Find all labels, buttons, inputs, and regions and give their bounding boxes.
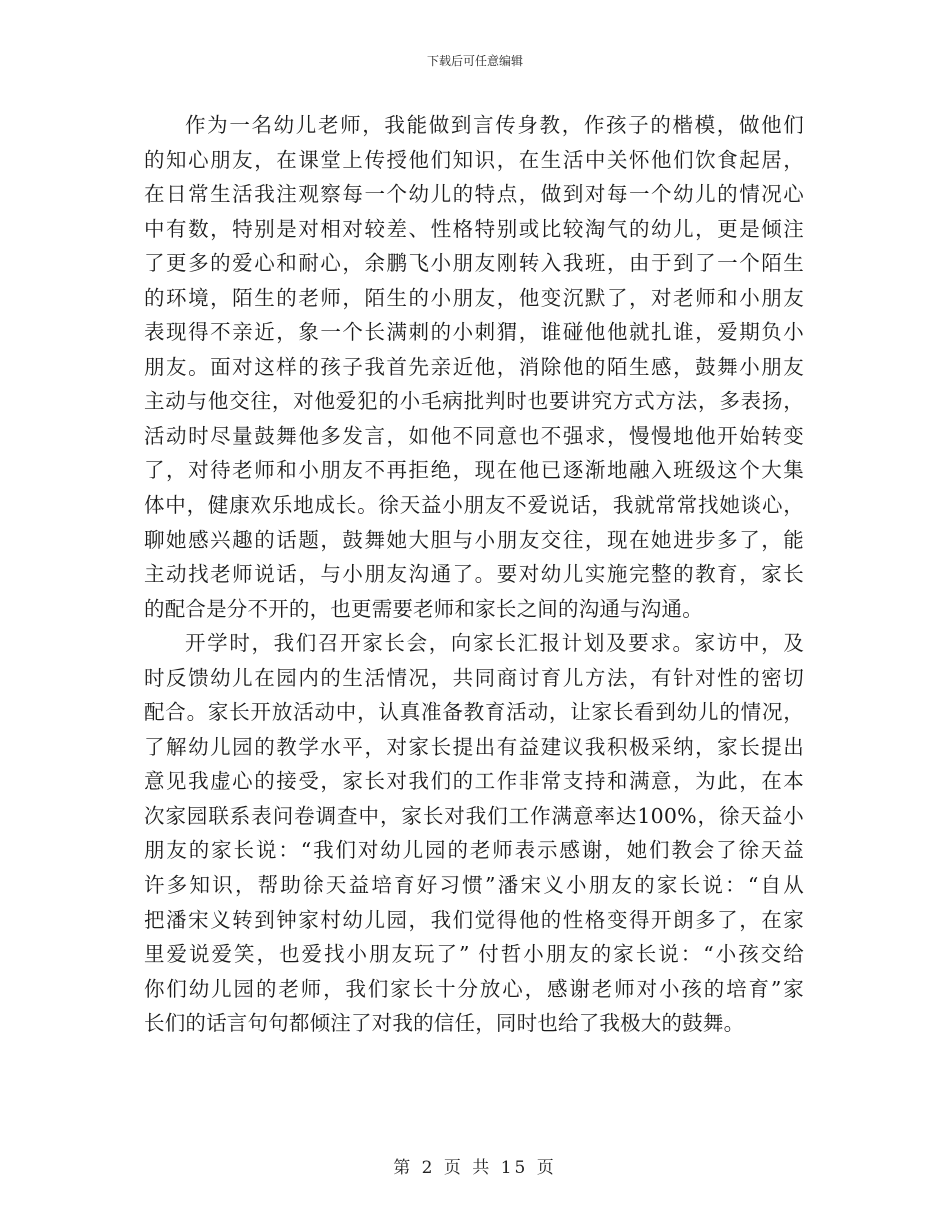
- text-line: 朋友。面对这样的孩子我首先亲近他，消除他的陌生感，鼓舞小朋友: [144, 354, 804, 379]
- text-line: 时反馈幼儿在园内的生活情况，共同商讨育儿方法，有针对性的密切: [144, 665, 804, 690]
- text-line: 中有数，特别是对相对较差、性格特别或比较淘气的幼儿，更是倾注: [144, 216, 804, 241]
- text-line: 次家园联系表问卷调查中，家长对我们工作满意率达100%，徐天益小: [144, 803, 804, 828]
- text-line: 了解幼儿园的教学水平，对家长提出有益建议我积极采纳，家长提出: [144, 734, 804, 759]
- text-line: 作为一名幼儿老师，我能做到言传身教，作孩子的楷模，做他们: [185, 113, 804, 137]
- text-line: 的知心朋友，在课堂上传授他们知识，在生活中关怀他们饮食起居，: [144, 147, 804, 172]
- page-footer: 第 2 页 共 15 页: [393, 1158, 557, 1178]
- text-line: 配合。家长开放活动中，认真准备教育活动，让家长看到幼儿的情况，: [144, 700, 804, 725]
- text-line: 活动时尽量鼓舞他多发言，如他不同意也不强求，慢慢地他开始转变: [144, 423, 804, 448]
- text-line: 意见我虚心的接受，家长对我们的工作非常支持和满意，为此，在本: [144, 769, 804, 794]
- text-line: 体中，健康欢乐地成长。徐天益小朋友不爱说话，我就常常找她谈心，: [144, 493, 804, 518]
- text-line: 你们幼儿园的老师，我们家长十分放心，感谢老师对小孩的培育”家: [144, 976, 804, 1001]
- page-header: 下载后可任意编辑: [426, 54, 523, 68]
- text-line: 主动找老师说话，与小朋友沟通了。要对幼儿实施完整的教育，家长: [144, 562, 804, 587]
- text-line: 朋友的家长说：“我们对幼儿园的老师表示感谢，她们教会了徐天益: [144, 838, 804, 863]
- text-line: 里爱说爱笑，也爱找小朋友玩了” 付哲小朋友的家长说：“小孩交给: [144, 942, 804, 967]
- text-line: 了更多的爱心和耐心，余鹏飞小朋友刚转入我班，由于到了一个陌生: [144, 251, 804, 276]
- text-line: 的配合是分不开的，也更需要老师和家长之间的沟通与沟通。: [144, 596, 703, 621]
- paragraph-1: [144, 108, 804, 626]
- text-line: 聊她感兴趣的话题，鼓舞她大胆与小朋友交往，现在她进步多了，能: [144, 527, 804, 552]
- text-line: 在日常生活我注观察每一个幼儿的特点，做到对每一个幼儿的情况心: [144, 182, 804, 207]
- text-line: 长们的话言句句都倾注了对我的信任，同时也给了我极大的鼓舞。: [144, 1011, 745, 1036]
- text-line: 了，对待老师和小朋友不再拒绝，现在他已逐渐地融入班级这个大集: [144, 458, 804, 483]
- text-line: 的环境，陌生的老师，陌生的小朋友，他变沉默了，对老师和小朋友: [144, 285, 804, 310]
- paragraph-2: [144, 626, 804, 1041]
- text-line: 开学时，我们召开家长会，向家长汇报计划及要求。家访中，及: [185, 631, 804, 656]
- text-line: 许多知识，帮助徐天益培育好习惯”潘宋义小朋友的家长说：“自从: [144, 873, 804, 898]
- text-line: 主动与他交往，对他爱犯的小毛病批判时也要讲究方式方法，多表扬，: [144, 389, 804, 414]
- document-body: [144, 108, 804, 1041]
- text-line: 表现得不亲近，象一个长满刺的小刺猬，谁碰他他就扎谁，爱期负小: [144, 320, 804, 345]
- text-line: 把潘宋义转到钟家村幼儿园，我们觉得他的性格变得开朗多了，在家: [144, 907, 804, 932]
